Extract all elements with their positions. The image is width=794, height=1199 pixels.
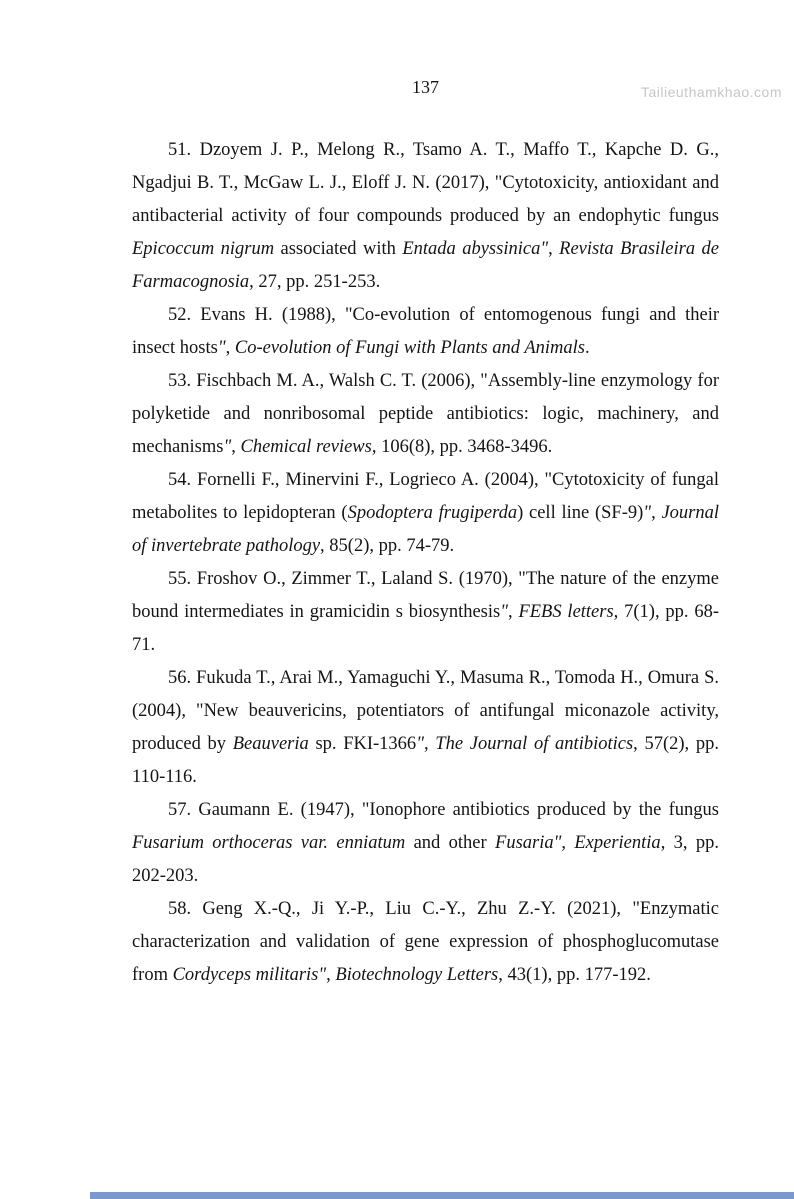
text-segment: , xyxy=(326,965,336,985)
text-segment: Beauveria xyxy=(232,734,309,754)
text-segment: 54. Fornelli F., Minervini F., Logrieco A. (2004), "Cytotoxicity of fungal metabolites to lepidopteran ( xyxy=(132,470,719,523)
text-segment: 58. Geng X.-Q., Ji Y.-P., Liu C.-Y., Zhu Z.-Y. (2021), "Enzymatic characterization and validation of gene expression of phosphoglucomutase from xyxy=(132,899,719,985)
reference-item-54 xyxy=(132,464,719,563)
reference-item-58 xyxy=(132,893,719,992)
text-segment: Cordyceps militaris" xyxy=(172,965,327,985)
text-segment: , 3, pp. 202-203. xyxy=(132,833,720,886)
text-segment: 52. Evans H. (1988), "Co-evolution of entomogenous fungi and their insect hosts xyxy=(132,305,719,358)
text-segment: sp. FKI-1366 xyxy=(308,734,417,754)
text-segment: The Journal of antibiotics xyxy=(435,734,634,754)
text-segment: Entada abyssinica" xyxy=(402,239,549,259)
text-segment: Spodoptera frugiperda xyxy=(347,503,518,523)
text-segment: 56. Fukuda T., Arai M., Yamaguchi Y., Masuma R., Tomoda H., Omura S. (2004), "New beauvericins, potentiators of antifungal miconazole activity, produced by xyxy=(132,668,719,754)
reference-item-56 xyxy=(132,662,719,794)
text-segment: , 27, pp. 251-253. xyxy=(249,272,381,292)
text-segment: , xyxy=(231,437,241,457)
text-segment: Co-evolution of Fungi with Plants and Animals xyxy=(234,338,585,358)
text-segment: and other xyxy=(405,833,496,853)
text-segment: 57. Gaumann E. (1947), "Ionophore antibiotics produced by the fungus xyxy=(168,800,719,820)
reference-item-53 xyxy=(132,365,719,464)
text-segment: Revista Brasileira de Farmacognosia xyxy=(132,239,720,292)
text-segment: Fusaria" xyxy=(495,833,562,853)
text-segment: , 7(1), pp. 68-71. xyxy=(132,602,719,655)
text-segment: FEBS letters xyxy=(518,602,614,622)
page-number: 137 xyxy=(412,77,439,97)
text-segment: . xyxy=(585,338,590,358)
reference-item-52 xyxy=(132,299,719,365)
text-segment: " xyxy=(217,338,226,358)
reference-item-57 xyxy=(132,794,719,893)
text-segment: , 106(8), pp. 3468-3496. xyxy=(371,437,553,457)
reference-item-51 xyxy=(132,134,719,299)
text-segment: , xyxy=(548,239,560,259)
watermark: Tailieuthamkhao.com xyxy=(640,84,782,100)
text-segment: " xyxy=(223,437,232,457)
text-segment: 53. Fischbach M. A., Walsh C. T. (2006), "Assembly-line enzymology for polyketide and nonribosomal peptide antibiotics: logic, machinery, and mechanisms xyxy=(132,371,719,457)
references-list xyxy=(132,134,719,992)
text-segment: , 57(2), pp. 110-116. xyxy=(132,734,719,787)
text-segment: , 43(1), pp. 177-192. xyxy=(498,965,651,985)
text-segment: Fusarium orthoceras var. enniatum xyxy=(132,833,406,853)
text-segment: 51. Dzoyem J. P., Melong R., Tsamo A. T., Maffo T., Kapche D. G., Ngadjui B. T., McGaw L. J., Eloff J. N. (2017), "Cytotoxicity, antioxidant and antibacterial activity of four compounds produced by an endophytic fungus xyxy=(132,140,719,226)
text-segment: Experientia xyxy=(574,833,661,853)
text-segment: , xyxy=(508,602,519,622)
text-segment: 55. Froshov O., Zimmer T., Laland S. (1970), "The nature of the enzyme bound intermediates in gramicidin s biosynthesis xyxy=(132,569,719,622)
reference-item-55 xyxy=(132,563,719,662)
text-segment: Journal of invertebrate pathology xyxy=(132,503,720,556)
text-segment: , 85(2), pp. 74-79. xyxy=(320,536,455,556)
text-segment: " xyxy=(416,734,424,754)
text-segment: , xyxy=(225,338,235,358)
text-segment: , xyxy=(423,734,436,754)
text-segment: " xyxy=(500,602,508,622)
text-segment: Chemical reviews xyxy=(240,437,372,457)
text-segment: , xyxy=(651,503,662,523)
text-segment: associated with xyxy=(274,239,403,259)
text-segment: ) cell line (SF-9) xyxy=(517,503,644,523)
footer-bar xyxy=(90,1192,794,1199)
text-segment: Biotechnology Letters xyxy=(335,965,499,985)
text-segment: Epicoccum nigrum xyxy=(132,239,275,259)
text-segment: , xyxy=(561,833,575,853)
text-segment: " xyxy=(643,503,652,523)
